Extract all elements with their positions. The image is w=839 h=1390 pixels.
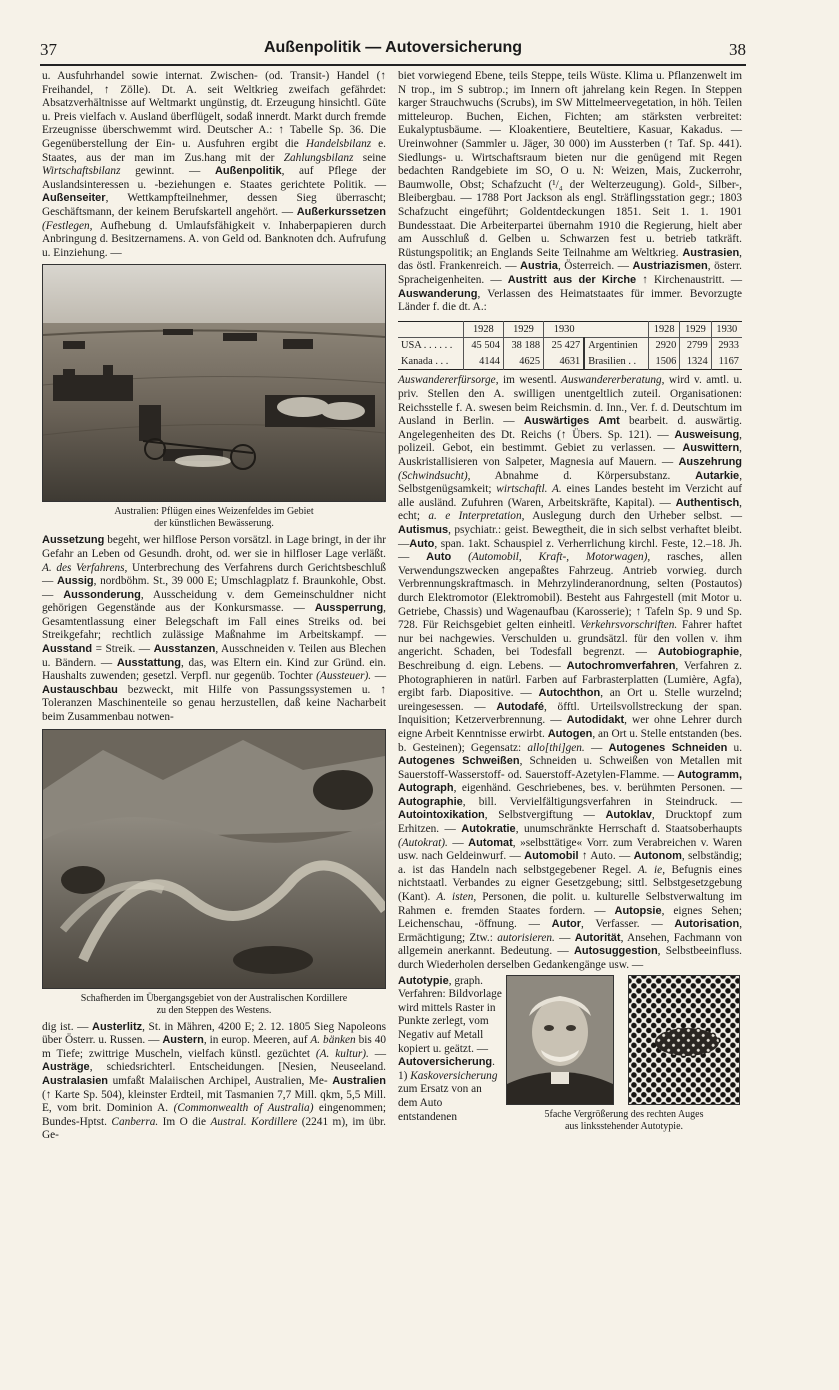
keyword: Australasien — [42, 1075, 109, 1087]
keyword: Autogen — [547, 727, 593, 740]
entry-autotypie: Autotypie, graph. Verfahren: Bildvorlage wird mittels Raster in Punkte zerlegt, vom Negativ auf Metall kopiert u. geätzt. — Autoversicherung. 1) Kaskoversicherung zum Ersatz von an dem Auto entstandenen — [398, 974, 502, 1123]
keyword: Autogramm, Autograph — [398, 768, 743, 795]
keyword: Autoversicherung — [398, 1056, 493, 1069]
keyword: Auto — [426, 551, 452, 564]
figure-sheep — [42, 729, 386, 1017]
keyword: Autonom — [633, 850, 682, 863]
keyword: Austräge — [42, 1061, 90, 1074]
keyword: Außenpolitik — [214, 165, 282, 178]
keyword: Autoklav — [605, 809, 652, 822]
keyword: Austern — [162, 1034, 204, 1047]
keyword: Ausweisung — [674, 428, 740, 441]
page-number-left: 37 — [40, 40, 57, 59]
keyword: Auswanderung — [398, 287, 478, 300]
keyword: Austritt aus der Kirche — [507, 273, 637, 286]
keyword: Ausstand — [42, 643, 93, 656]
photo-ploughing-wheat-field — [42, 264, 386, 502]
figure-caption: 5fache Vergrößerung des rechten Auges aus linksstehender Autotypie. — [544, 1108, 704, 1132]
keyword: Ausstanzen — [153, 643, 216, 656]
emigration-table — [398, 321, 742, 371]
entries-australien-auswanderung: biet vorwiegend Ebene, teils Steppe, teils Wüste. Klima u. Pflanzenwelt im N trop., im S subtrop.; im Innern oft jahrelang kein Regen. In Steppen karger Strauchwuchs (Scrubs), im SW Mittelmeervegetation, in höh. Teilen mitteleurop. Buchen, Eichen, Fichten; am stärksten verbreitet: Eukalyptusbäume. — Kloakentiere, Beuteltiere, Kasuar, Kakadus. — Ureinwohner (Sammler u. Jäger, 30 000) im Aussterben (↑ Taf. Sp. 441). Siedlungs- u. Wirtschaftsraum bieten nur die genügend mit Regen bedachten Randgebiete im SO, O u. N: Weizen, Mais, Zuckerrohr, Baumwolle, Obst; Schafzucht (¹/₄ der Welterzeugung). Gold-, Silber-, Bleibergbau. — 1788 Port Jackson als engl. Sträflingsstation gegr.; 1803 Schafzucht eingeführt; Goldentdeckungen 1851. Seit 1. 1. 1901 Bundesstaat. Die Arbeiterpartei übernahm 1910 die Regierung, hielt aber am Ausschluß d. Gelben u. Schwarzen fest u. betrieb tatkräft. Rüstungspolitik; an Englands Seite Teilnahme am Weltkrieg. Austrasien, das östl. Frankenreich. — Austria, Österreich. — Austriazismen, österr. Spracheigenheiten. — Austritt aus der Kirche ↑ Kirchenaustritt. — Auswanderung, Verlassen des Heimatstaates für immer. Bevorzugte Länder f. die dt. A.: — [398, 70, 743, 314]
keyword: Austriazismen — [632, 260, 708, 273]
keyword: Authentisch — [675, 496, 740, 509]
keyword: Aussetzung — [42, 534, 105, 547]
table-header-row: 1928 1929 1930 1928 1929 1930 — [398, 321, 742, 338]
table-row: Kanada . . . 4144 4625 4631 Brasilien . . 1506 1324 1167 — [398, 354, 742, 370]
keyword: Autosuggestion — [573, 945, 658, 958]
keyword: Autorisation — [674, 918, 740, 931]
column-left — [42, 70, 386, 1143]
keyword: Autochromverfahren — [566, 659, 676, 672]
keyword: Austria — [520, 260, 558, 273]
keyword: Autogenes Schweißen — [398, 755, 520, 768]
keyword: Autochthon — [538, 687, 601, 700]
entries-aussetzung-austauschbau: Aussetzung begeht, wer hilflose Person vorsätzl. in Lage bringt, in der ihr Gefahr an Leben od Gesundh. droht, od. wer sie in hilfloser Lage verläßt. A. des Verfahrens, Unterbrechung des Verfahrens durch Gerichtsbeschluß — Aussig, nordböhm. St., 39 000 E; Umschlagplatz f. Braunkohle, Obst. — Aussonderung, Ausscheidung v. dem Gemeinschuldner nicht gehörigen Gegenstände aus der Konkursmasse. — Aussperrung, Gesamtentlassung einer Belegschaft im Fall eines Streiks od. bei Streikgefahr; rechtlich zulässige Maßnahme im Arbeitskampf. — Ausstand = Streik. — Ausstanzen, Ausschneiden v. Teilen aus Blechen u. Bändern. — Ausstattung, das, was Eltern ein. Kind zur Gründ. ein. Haushalts zuwenden; gesetzl. Verpfl. nur gegenüb. Tochter (Aussteuer). — Austauschbau bezweckt, mit Hilfe von Passungssystemen u. ↑ Toleranzen Maschinenteile so genau herzustellen, daß keine Nacharbeit beim Zusammenbau notwen- — [42, 534, 387, 724]
entries-auswandererfuersorge-autosuggestion: Auswandererfürsorge, im wesentl. Auswandererberatung, wird v. amtl. u. priv. Stellen den A. swilligen unentgeltlich zuteil. Organisationen: Reichsstelle f. A. swesen beim Reichsmin. d. Inn., Ver. f. d. Deutschtum im Ausland in Berlin. — Auswärtiges Amt bearbeit. d. auswärtig. Angelegenheiten des Dt. Reichs (↑ Übers. Sp. 121). — Ausweisung, polizeil. Gebot, ein bestimmt. Gebiet zu verlassen. — Auswittern, Auskristallisieren von Salpeter, Magnesia auf Mauern. — Auszehrung (Schwindsucht), Abnahme d. Körpersubstanz. Autarkie, Selbstgenügsamkeit; wirtschaftl. A. eines Landes besteht im Verzicht auf alle ausländ. Zufuhren (Waren, Arbeitskräfte, Kapital). — Authentisch, echt; a. e Interpretation, Auslegung durch den Urheber selbst. — Autismus, psychiatr.: geist. Bewegtheit, die in sich selbst verhaftet bleibt. —Auto, span. 1akt. Schauspiel z. Verherrlichung kirchl. Feste, 12.–18. Jh. — Auto (Automobil, Kraft-, Motorwagen), rasches, allen Verwendungszwecken angepaßtes Fahrzeug. Antrieb vorwieg. durch Verbrennungskraftmasch. in Mehrzylinderanordnung, selten (Postautos) durch Elektromotor (Elektromobil). Besteht aus Fahrgestell (mit Motor u. Getriebe, Chassis) und Wagenaufbau (Karosserie); ↑ Tafeln Sp. 9 und Sp. 728. Für Reichsgebiet gelten einheitl. Verkehrsvorschriften. Fahrer haftet nur bei nachgewies. Verschulden u. grundsätzl. für den vollen v. ihm angericht. Schaden, bei Todesfall begrenzt. — Autobiographie, Beschreibung d. eign. Lebens. — Autochromverfahren, Verfahren z. Photographieren in natürl. Farben auf Farbrasterplatten (Lumière, Agfa), ergibt farb. Diapositive. — Autochthon, an Ort u. Stelle wurzelnd; ureingesessen. — Autodafé, öfftl. Urteilsvollstreckung der span. Inquisition; Ketzerverbrennung. — Autodidakt, wer ohne Lehrer durch eigne Arbeit Kenntnisse erwirbt. Autogen, an Ort u. Stelle entstanden (bes. b. Gesteinen); Gegensatz: allo[thi]gen. — Autogenes Schneiden u. Autogenes Schweißen, Schneiden u. Schweißen von Metallen mit Sauerstoff-Wasserstoff- od. Sauerstoff-Azetylen-Flamme. — Autogramm, Autograph, eigenhänd. Geschriebenes, bes. v. berühmten Personen. — Autographie, bill. Vervielfältigungsverfahren in Steindruck. — Autointoxikation, Selbstvergiftung — Autoklav, Drucktopf zum Erhitzen. — Autokratie, unumschränkte Herrschaft d. Staatsoberhaupts (Autokrat). — Automat, »selbsttätige« Vorr. zum Verabreichen v. Waren usw. nach Geldeinwurf. — Automobil ↑ Auto. — Autonom, selbständig; a. ist das Handeln nach selbstgegebener Regel. A. ie, Befugnis eines nichtstaatl. Verbandes zu eigner Gesetzgebung; sittl. Selbstgesetzgebung (Kant). A. isten, Personen, die polit. u. kulturelle Selbstverwaltung im Rahmen e. fremden Staates fordern. — Autopsie, eignes Sehen; Leichenschau, -öffnung. — Autor, Verfasser. — Autorisation, Ermächtigung; Ztw.: autorisieren. — Autorität, Ansehen, Fachmann von allgemein anerkannt. Bedeutung. — Autosuggestion, Selbstbeeinfluss. durch Wiederholen derselben Gedankengänge usw. — — [398, 374, 743, 971]
keyword: Außerkurssetzen — [296, 205, 386, 218]
keyword: Automobil — [524, 850, 579, 863]
keyword: Ausstattung — [116, 656, 181, 669]
figure-caption: Schafherden im Übergangsgebiet von der Australischen Kordillere zu den Steppen des Westens. — [80, 992, 348, 1016]
keyword: Autorität — [574, 931, 621, 944]
keyword: Austrasien — [682, 246, 740, 259]
keyword: Autodidakt — [566, 714, 625, 727]
keyword: Autodafé — [496, 700, 544, 713]
table-row: USA . . . . . . 45 504 38 188 25 427 Argentinien 2920 2799 2933 — [398, 338, 742, 354]
keyword: Autismus — [398, 524, 449, 536]
header-rule — [40, 64, 746, 66]
keyword: Auswärtiges Amt — [523, 415, 620, 428]
figure-caption: Australien: Pflügen eines Weizenfeldes im Gebiet der künstlichen Bewässerung. — [114, 506, 314, 530]
keyword: Autotypie — [398, 974, 449, 987]
keyword: Autopsie — [614, 904, 662, 917]
keyword: Automat — [468, 836, 513, 849]
portrait-autotype-image — [506, 975, 614, 1105]
keyword: Auto — [409, 537, 435, 550]
figure-ploughing — [42, 264, 386, 530]
entries-austerlitz-australien: dig ist. — Austerlitz, St. in Mähren, 4200 E; 2. 12. 1805 Sieg Napoleons über Österr. u. Russen. — Austern, in europ. Meeren, auf A. bänken bis 40 m Tiefe; zwittrige Muscheln, vielfach künstl. gezüchtet (A. kultur). — Austräge, schiedsrichterl. Entscheidungen. [Nesien, Neuseeland. Australasien umfaßt Malaiischen Archipel, Australien, Me- Australien (↑ Karte Sp. 504), kleinster Erdteil, mit Tasmanien 7,7 Mill. qkm, 5,5 Mill. E, vom brit. Dominion A. (Commonwealth of Australia) eingenommen; Bundes-Hptst. Canberra. Im O die Austral. Kordillere (2241 m), im übr. Ge- — [42, 1020, 387, 1142]
halftone-magnification-image — [628, 975, 740, 1105]
keyword: Auszehrung — [678, 456, 743, 469]
column-right — [398, 70, 742, 1137]
keyword: Aussig — [56, 575, 94, 588]
keyword: Autointoxikation — [398, 809, 485, 822]
keyword: Autogenes Schneiden — [608, 741, 728, 754]
entry-aussenhandel-cont: u. Ausfuhrhandel sowie internat. Zwischen- (od. Transit-) Handel (↑ Freihandel, ↑ Zölle). Dt. A. seit Weltkrieg zweifach gefährdet: Absatzverhältnisse auf Weltmarkt ungünstig, dt. Erzeugung hinsichtl. Güte u. Preis vielfach v. Ausland überflügelt, sodaß innerdt. Markt durch fremde Erzeugnisse überschwemmt wird. Deutscher A.: ↑ Tabelle Sp. 36. Die Gegenüberstellung der Ein- u. Ausfuhren ergibt die Handelsbilanz e. Staates, aus der man im Zus.hang mit der Zahlungsbilanz seine Wirtschaftsbilanz gewinnt. — Außenpolitik, auf Pflege der Auslandsinteressen u. -beziehungen e. Staates gerichtete Politik. — Außenseiter, Wettkampfteilnehmer, dessen Sieg überrascht; Geschäftsmann, der keinem Berufskartell angehört. — Außerkurssetzen (Festlegen, Aufhebung d. Umlaufsfähigkeit v. Inhaberpapieren durch Anbringung d. Besitzernamens. A. von Geld od. Banknoten dch. Aufrufung u. Einziehung. — — [42, 70, 387, 259]
keyword: Auswittern — [682, 442, 740, 455]
keyword: Austauschbau — [42, 683, 118, 696]
photo-sheep-herds — [42, 729, 386, 989]
autotypie-section — [398, 975, 742, 1137]
keyword: Autor — [551, 918, 581, 931]
keyword: Autokratie — [461, 823, 516, 836]
keyword: Autographie — [398, 795, 463, 808]
page-number-right: 38 — [729, 40, 746, 59]
keyword: Autobiographie — [657, 646, 740, 659]
keyword: Australien — [332, 1075, 387, 1087]
keyword: Aussperrung — [314, 602, 384, 615]
keyword: Aussonderung — [63, 588, 141, 601]
keyword: Austerlitz — [92, 1020, 143, 1033]
keyword: Autarkie — [695, 469, 740, 482]
keyword: Außenseiter — [42, 192, 106, 205]
page-header — [40, 38, 746, 64]
running-title: Außenpolitik — Autoversicherung — [263, 39, 523, 56]
